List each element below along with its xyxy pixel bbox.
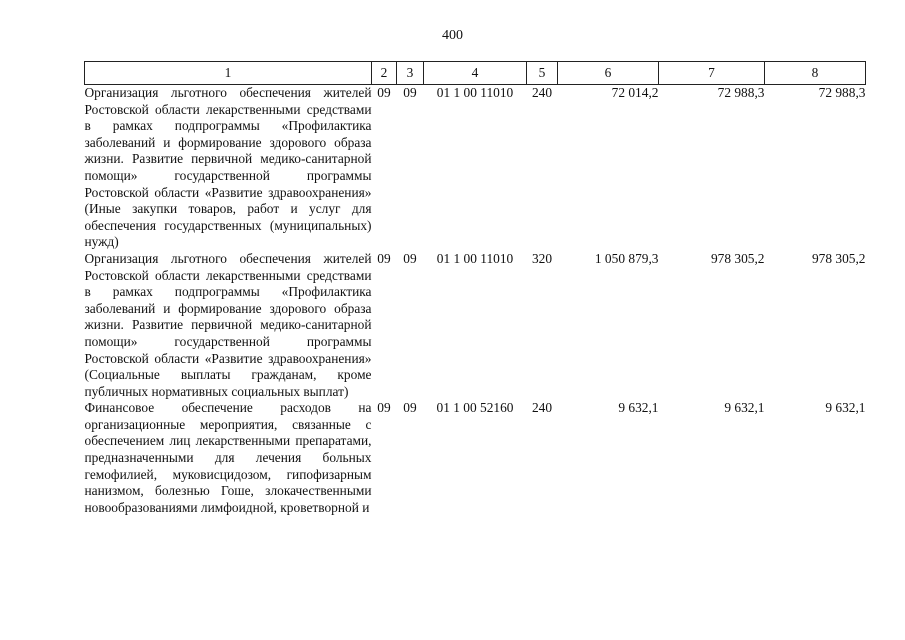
row-amount-col7: 72 988,3: [717, 85, 765, 100]
row-subsection-code: 09: [403, 250, 417, 266]
header-col-7: 7: [659, 62, 765, 85]
row-amount-col6: 1 050 879,3: [594, 250, 659, 266]
header-col-4: 4: [424, 62, 527, 85]
page-number: 400: [442, 28, 463, 43]
row-target-article-code: 01 1 00 11010: [436, 250, 514, 266]
row-name-cell: Финансовое обеспечение расходов на организационные мероприятия, связанные с обеспечением лиц лекарственными препаратами, предназначенными для лечения больных гемофилией, муковисцидозом, гипофизарным нанизмом, болезнью Гоше, злокачественными новообразованиями лимфоидной, кроветворной и: [84, 400, 372, 515]
row-section-code: 09: [377, 250, 391, 266]
budget-table: [84, 61, 866, 516]
row-subsection-code: 09: [403, 85, 417, 100]
header-col-6: 6: [558, 62, 659, 85]
row-target-article-code: 01 1 00 52160: [436, 400, 514, 416]
header-col-1: 1: [85, 62, 372, 85]
header-row: [85, 62, 866, 85]
row-amount-col7: 978 305,2: [710, 250, 765, 266]
row-expense-type-code: 320: [531, 250, 553, 266]
header-col-8: 8: [765, 62, 866, 85]
row-target-article-code: 01 1 00 11010: [436, 85, 514, 100]
row-name-cell: Организация льготного обеспечения жителей Ростовской области лекарственными средствами в рамках подпрограммы «Профилактика заболеваний и формирование здорового образа жизни. Развитие первичной медико-санитарной помощи» государственной программы Ростовской области «Развитие здравоохранения» (Иные закупки товаров, работ и услуг для обеспечения государственных (муниципальных) нужд): [84, 85, 372, 250]
row-amount-col8: 72 988,3: [818, 85, 866, 100]
row-amount-col6: 72 014,2: [611, 85, 659, 100]
header-col-3: 3: [397, 62, 424, 85]
row-amount-col8: 9 632,1: [825, 400, 866, 416]
table-header: [85, 62, 866, 85]
header-col-5: 5: [527, 62, 558, 85]
header-col-2: 2: [372, 62, 397, 85]
row-amount-col7: 9 632,1: [724, 400, 765, 416]
table-row: [85, 251, 866, 400]
row-expense-type-code: 240: [531, 85, 553, 100]
row-section-code: 09: [377, 85, 391, 100]
table-row: [85, 85, 866, 251]
row-amount-col6: 9 632,1: [618, 400, 659, 416]
row-expense-type-code: 240: [531, 400, 553, 416]
row-subsection-code: 09: [403, 400, 417, 416]
row-name-cell: Организация льготного обеспечения жителей Ростовской области лекарственными средствами в рамках подпрограммы «Профилактика заболеваний и формирование здорового образа жизни. Развитие первичной медико-санитарной помощи» государственной программы Ростовской области «Развитие здравоохранения» (Социальные выплаты гражданам, кроме публичных нормативных социальных выплат): [84, 250, 372, 399]
row-amount-col8: 978 305,2: [811, 250, 866, 266]
table-row: [85, 400, 866, 516]
row-section-code: 09: [377, 400, 391, 416]
